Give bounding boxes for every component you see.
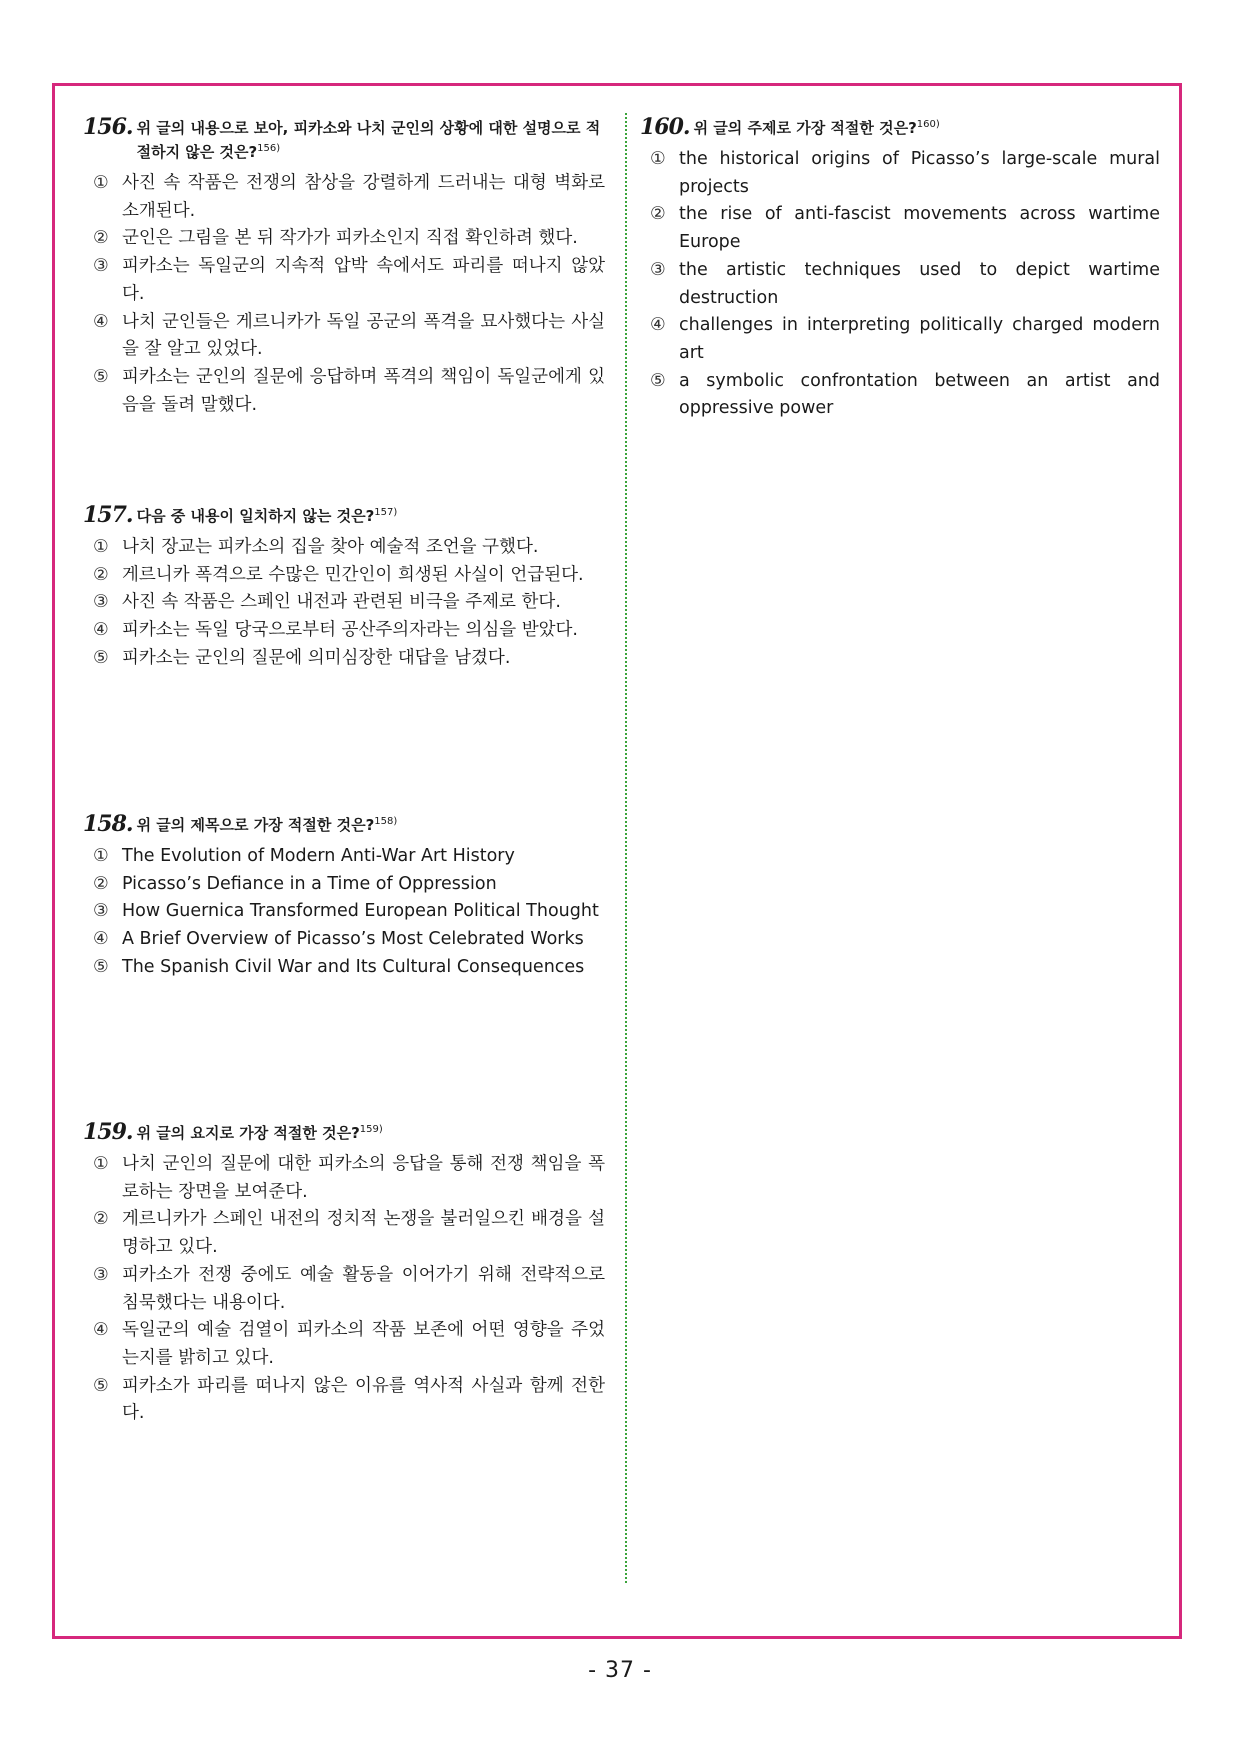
footnote-ref: 160) [916, 119, 940, 130]
option-4[interactable] [83, 617, 605, 645]
option-list [83, 170, 605, 419]
option-1[interactable] [83, 534, 605, 562]
question-header [83, 811, 605, 837]
option-text: 군인은 그림을 본 뒤 작가가 피카소인지 직접 확인하려 했다. [122, 228, 578, 249]
question-number: 158. [83, 811, 133, 837]
option-text: The Evolution of Modern Anti-War Art History [122, 846, 515, 866]
option-number: ⑤ [93, 1375, 109, 1396]
option-2[interactable] [83, 225, 605, 253]
option-number: ③ [93, 256, 109, 277]
option-2[interactable] [83, 1206, 605, 1261]
option-number: ④ [93, 929, 109, 950]
option-text: the historical origins of Picasso’s large-scale mural projects [679, 149, 1160, 197]
question-stem: 위 글의 내용으로 보아, 피카소와 나치 군인의 상황에 대한 설명으로 적절하지 않은 것은?$^{156)}$ [136, 119, 601, 161]
question-160 [640, 114, 1160, 423]
option-list [83, 1151, 605, 1428]
option-5[interactable] [83, 364, 605, 419]
option-text: How Guernica Transformed European Political Thought [122, 901, 599, 922]
option-number: ② [93, 228, 109, 249]
option-text: challenges in interpreting politically charged modern art [679, 315, 1160, 363]
option-4[interactable] [83, 309, 605, 364]
question-stem: 위 글의 제목으로 가장 적절한 것은?$^{158)}$ [136, 816, 398, 834]
option-1[interactable] [83, 1151, 605, 1206]
column-divider [625, 113, 627, 1583]
option-number: ④ [650, 315, 666, 336]
option-number: ⑤ [93, 647, 109, 668]
question-159 [83, 1119, 605, 1428]
option-2[interactable] [640, 201, 1160, 256]
question-number: 156. [83, 114, 133, 140]
option-3[interactable] [83, 898, 605, 926]
question-stem: 위 글의 요지로 가장 적절한 것은?$^{159)}$ [136, 1124, 383, 1142]
option-text: 피카소는 군인의 질문에 의미심장한 대답을 남겼다. [122, 647, 511, 668]
option-list [83, 534, 605, 673]
option-5[interactable] [83, 954, 605, 982]
option-5[interactable] [640, 368, 1160, 423]
option-2[interactable] [83, 871, 605, 899]
option-number: ② [93, 1209, 109, 1230]
option-1[interactable] [83, 170, 605, 225]
option-number: ④ [93, 1320, 109, 1341]
question-header [83, 502, 605, 528]
option-3[interactable] [83, 589, 605, 617]
option-number: ② [93, 873, 109, 894]
option-number: ⑤ [93, 956, 109, 977]
question-header [83, 1119, 605, 1145]
option-text: the artistic techniques used to depict wartime destruction [679, 259, 1160, 308]
option-1[interactable] [640, 146, 1160, 201]
option-4[interactable] [640, 312, 1160, 367]
option-number: ⑤ [93, 366, 109, 387]
option-text: 사진 속 작품은 스페인 내전과 관련된 비극을 주제로 한다. [122, 592, 561, 613]
option-number: ④ [93, 311, 109, 332]
option-number: ④ [93, 620, 109, 641]
option-number: ③ [93, 1264, 109, 1285]
option-number: ① [93, 537, 109, 557]
option-list [83, 843, 605, 982]
option-text: 나치 장교는 피카소의 집을 찾아 예술적 조언을 구했다. [122, 537, 539, 557]
question-156 [83, 114, 605, 419]
option-number: ② [93, 564, 109, 585]
option-3[interactable] [83, 253, 605, 308]
option-text: the rise of anti-fascist movements across wartime Europe [679, 204, 1160, 253]
option-number: ③ [650, 259, 666, 280]
option-text: 게르니카가 스페인 내전의 정치적 논쟁을 불러일으킨 배경을 설명하고 있다. [122, 1209, 605, 1258]
question-stem: 다음 중 내용이 일치하지 않는 것은?$^{157)}$ [136, 507, 398, 525]
question-number: 160. [640, 114, 690, 140]
footnote-ref: 159) [359, 1124, 383, 1135]
option-text: 나치 군인의 질문에 대한 피카소의 응답을 통해 전쟁 책임을 폭로하는 장면을 보여준다. [122, 1154, 605, 1202]
option-text: A Brief Overview of Picasso’s Most Celebrated Works [122, 929, 584, 950]
option-number: ① [93, 1154, 109, 1174]
option-text: The Spanish Civil War and Its Cultural Consequences [122, 956, 585, 977]
option-2[interactable] [83, 562, 605, 590]
footnote-ref: 156) [257, 143, 281, 154]
option-text: 사진 속 작품은 전쟁의 참상을 강렬하게 드러내는 대형 벽화로 소개된다. [122, 173, 605, 221]
option-5[interactable] [83, 1373, 605, 1428]
question-header [83, 114, 605, 164]
question-158 [83, 811, 605, 982]
question-number: 157. [83, 502, 133, 528]
option-number: ③ [93, 901, 109, 922]
option-text: Picasso’s Defiance in a Time of Oppression [122, 873, 497, 894]
option-text: 독일군의 예술 검열이 피카소의 작품 보존에 어떤 영향을 주었는지를 밝히고 있다. [122, 1320, 605, 1368]
option-3[interactable] [640, 257, 1160, 312]
option-1[interactable] [83, 843, 605, 871]
question-number: 159. [83, 1119, 133, 1145]
option-4[interactable] [83, 926, 605, 954]
option-number: ③ [93, 592, 109, 613]
question-stem: 위 글의 주제로 가장 적절한 것은?$^{160)}$ [693, 119, 940, 137]
option-number: ① [93, 173, 109, 193]
option-text: 피카소는 독일군의 지속적 압박 속에서도 파리를 떠나지 않았다. [122, 256, 605, 304]
page-number: - 37 - [588, 1658, 652, 1683]
option-text: 게르니카 폭격으로 수많은 민간인이 희생된 사실이 언급된다. [122, 564, 584, 585]
option-text: 피카소는 독일 당국으로부터 공산주의자라는 의심을 받았다. [122, 620, 578, 641]
question-157 [83, 502, 605, 673]
footnote-ref: 157) [374, 507, 398, 518]
option-text: 피카소가 전쟁 중에도 예술 활동을 이어가기 위해 전략적으로 침묵했다는 내용이다. [122, 1264, 605, 1313]
option-number: ⑤ [650, 370, 666, 391]
option-text: a symbolic confrontation between an artist and oppressive power [679, 370, 1160, 419]
option-text: 피카소는 군인의 질문에 응답하며 폭격의 책임이 독일군에게 있음을 돌려 말했다. [122, 366, 605, 415]
option-4[interactable] [83, 1317, 605, 1372]
option-number: ① [650, 149, 666, 169]
option-text: 피카소가 파리를 떠나지 않은 이유를 역사적 사실과 함께 전한다. [122, 1375, 605, 1424]
option-list [640, 146, 1160, 423]
question-header [640, 114, 1160, 140]
footnote-ref: 158) [374, 816, 398, 827]
option-text: 나치 군인들은 게르니카가 독일 공군의 폭격을 묘사했다는 사실을 잘 알고 있었다. [122, 311, 605, 360]
option-3[interactable] [83, 1262, 605, 1317]
option-5[interactable] [83, 645, 605, 673]
option-number: ① [93, 846, 109, 866]
option-number: ② [650, 204, 666, 225]
